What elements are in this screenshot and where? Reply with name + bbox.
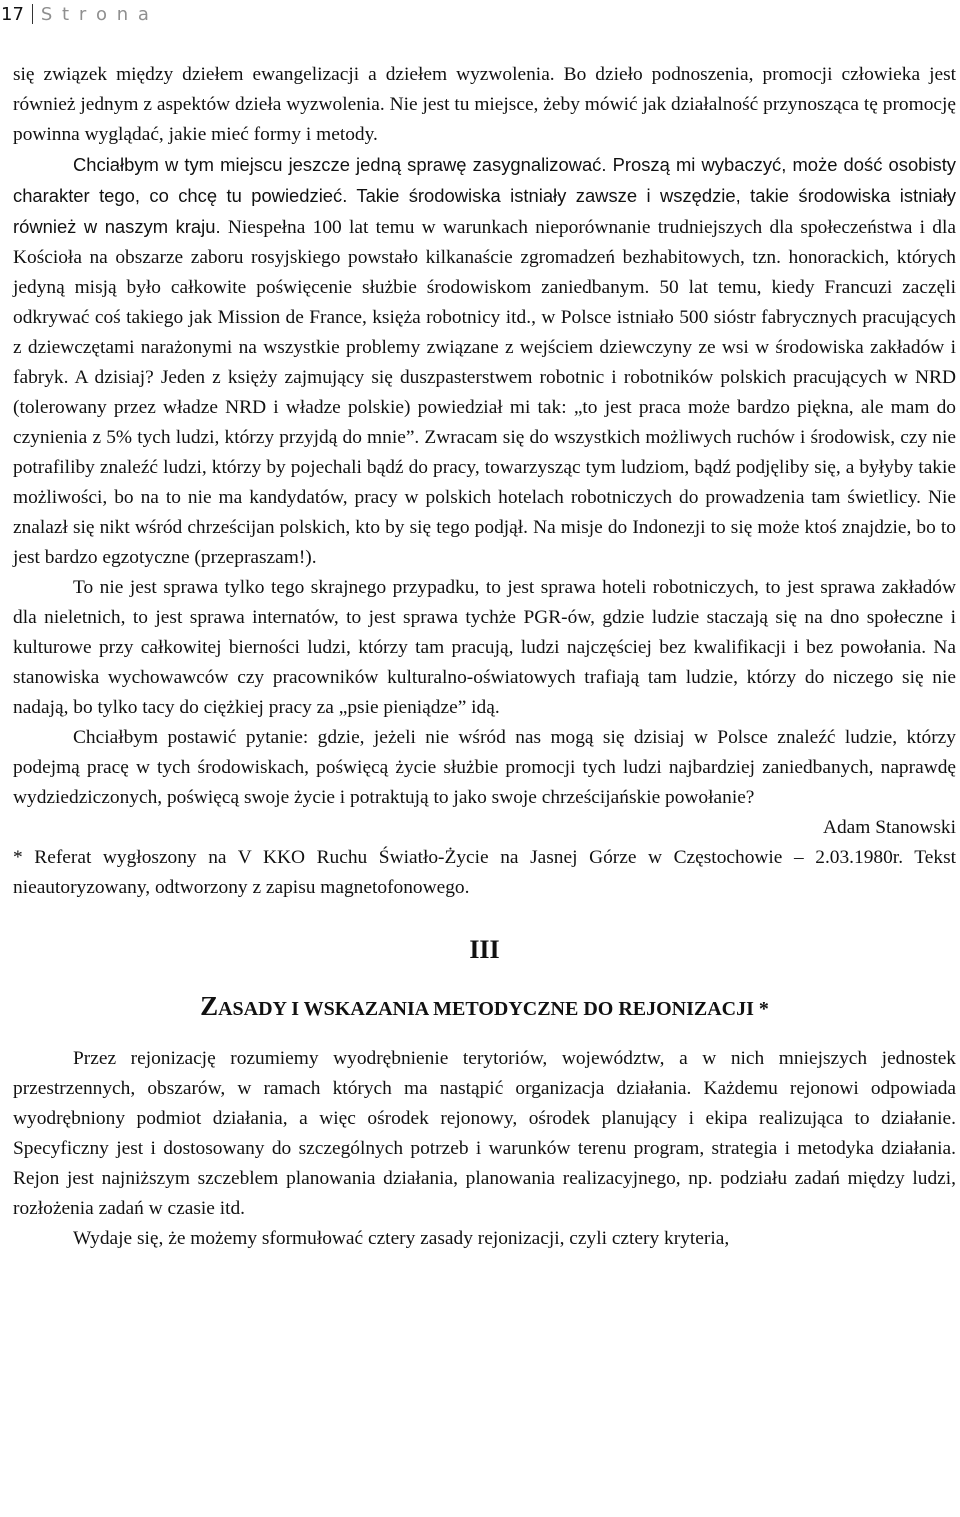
section-title-initial: Z xyxy=(200,991,219,1021)
page-number: 17 xyxy=(1,3,24,25)
section-title xyxy=(13,991,956,1024)
paragraph: Chciałbym postawić pytanie: gdzie, jeżeli nie wśród nas mogą się dzisiaj w Polsce znaleźć ludzie, którzy podejmą pracę w tych środowiskach, poświęcą życie służbie promocji tych ludzi najbardziej zaniedbanych, naprawdę wydziedziczonych, poświęcą swoje życie i potraktują to jako swoje chrześcijańskie powołanie? xyxy=(13,727,956,808)
page-header xyxy=(0,0,151,28)
section-title-rest: ASADY I WSKAZANIA METODYCZNE DO REJONIZACJI * xyxy=(218,998,769,1020)
page-content xyxy=(13,60,956,1254)
paragraph: Wydaje się, że możemy sformułować cztery zasady rejonizacji, czyli cztery kryteria, xyxy=(73,1228,730,1249)
paragraph xyxy=(13,150,956,573)
footnote: * Referat wygłoszony na V KKO Ruchu Światło-Życie na Jasnej Górze w Częstochowie – 2.03.1980r. Tekst nieautoryzowany, odtworzony z zapisu magnetofonowego. xyxy=(13,847,956,898)
section-number: III xyxy=(469,935,500,964)
paragraph-sans-part: Chciałbym w tym miejscu jeszcze jedną sprawę zasygnalizować. Proszą mi wybaczyć, może dość osobisty charakter tego, co chcę tu powiedzieć. Takie środowiska istniały zawsze i wszędzie, takie środowiska istniały również w naszym kraju. xyxy=(13,154,956,237)
header-separator xyxy=(32,4,33,24)
paragraph-serif-part: Niespełna 100 lat temu w warunkach nieporównanie trudniejszych dla społeczeństwa i dla Kościoła na obszarze zaboru rosyjskiego powstało kilkanaście zgromadzeń bezhabitowych, tzn. honorackich, których jedyną misją było całkowite poświęcenie służbie środowiskom zaniedbanym. 50 lat temu, kiedy Francuzi zaczęli odkrywać coś takiego jak Mission de France, księża robotnicy itd., w Polsce istniało 500 sióstr fabrycznych pracujących z dziewczętami narażonymi na wszystkie problemy związane z wejściem dziewczyny ze wsi w środowiska zakładów i fabryk. A dzisiaj? Jeden z księży zajmujący się duszpasterstwem robotnic i robotników polskich pracujących w NRD (tolerowany przez władze NRD i władze polskie) powiedział mi tak: „to jest praca może bardzo piękna, ale mam do czynienia z 5% tych ludzi, którzy przyjdą do mnie”. Zwracam się do wszystkich możliwych ruchów i środowisk, czy nie potrafiliby znaleźć ludzi, którzy by pojechali bądź do pracy, towarzysząc tym ludziom, bądź podjęliby się, a byłyby takie możliwości, bo na to nie ma kandydatów, pracy w polskich hotelach robotniczych do prowadzenia tam świetlicy. Nie znalazł się nikt wśród chrześcijan polskich, kto by się tego podjął. Na misje do Indonezji to się może ktoś znajdzie, bo to jest bardzo egzotyczne (przepraszam!). xyxy=(13,217,957,568)
paragraph: się związek między dziełem ewangelizacji a dziełem wyzwolenia. Bo dzieło podnoszenia, promocji człowieka jest również jednym z aspektów dzieła wyzwolenia. Nie jest tu miejsce, żeby mówić jak działalność przynosząca tę promocję powinna wyglądać, jakie mieć formy i metody. xyxy=(13,64,956,145)
page-label: S t r o n a xyxy=(40,3,151,25)
author-signature: Adam Stanowski xyxy=(822,817,956,838)
paragraph: Przez rejonizację rozumiemy wyodrębnienie terytoriów, województw, a w nich mniejszych jednostek przestrzennych, obszarów, w ramach których ma nastąpić organizacja działania. Każdemu rejonowi odpowiada wyodrębniony podmiot działania, a więc ośrodek rejonowy, ośrodek planujący i ekipa realizująca to działanie. Specyficzny jest i dostosowany do szczególnych potrzeb i warunków terenu program, strategia i metodyka działania. Rejon jest najniższym szczeblem planowania działania, planowania realizacyjnego, np. podziału zadań między ludzi, rozłożenia zadań w czasie itd. xyxy=(13,1048,956,1219)
paragraph: To nie jest sprawa tylko tego skrajnego przypadku, to jest sprawa hoteli robotniczych, to jest sprawa zakładów dla nieletnich, to jest sprawa internatów, to jest sprawa tychże PGR-ów, gdzie ludzie staczają się na dno społeczne i kulturowe przy całkowitej bierności ludzi, którzy tam pracują, ludzi najczęściej bez kwalifikacji i bez powołania. Na stanowiska wychowawców czy pracowników kulturalno-oświatowych trafiają tam ludzie, którzy do niczego się nie nadają, bo tylko tacy do ciężkiej pracy za „psie pieniądze” idą. xyxy=(13,577,956,718)
